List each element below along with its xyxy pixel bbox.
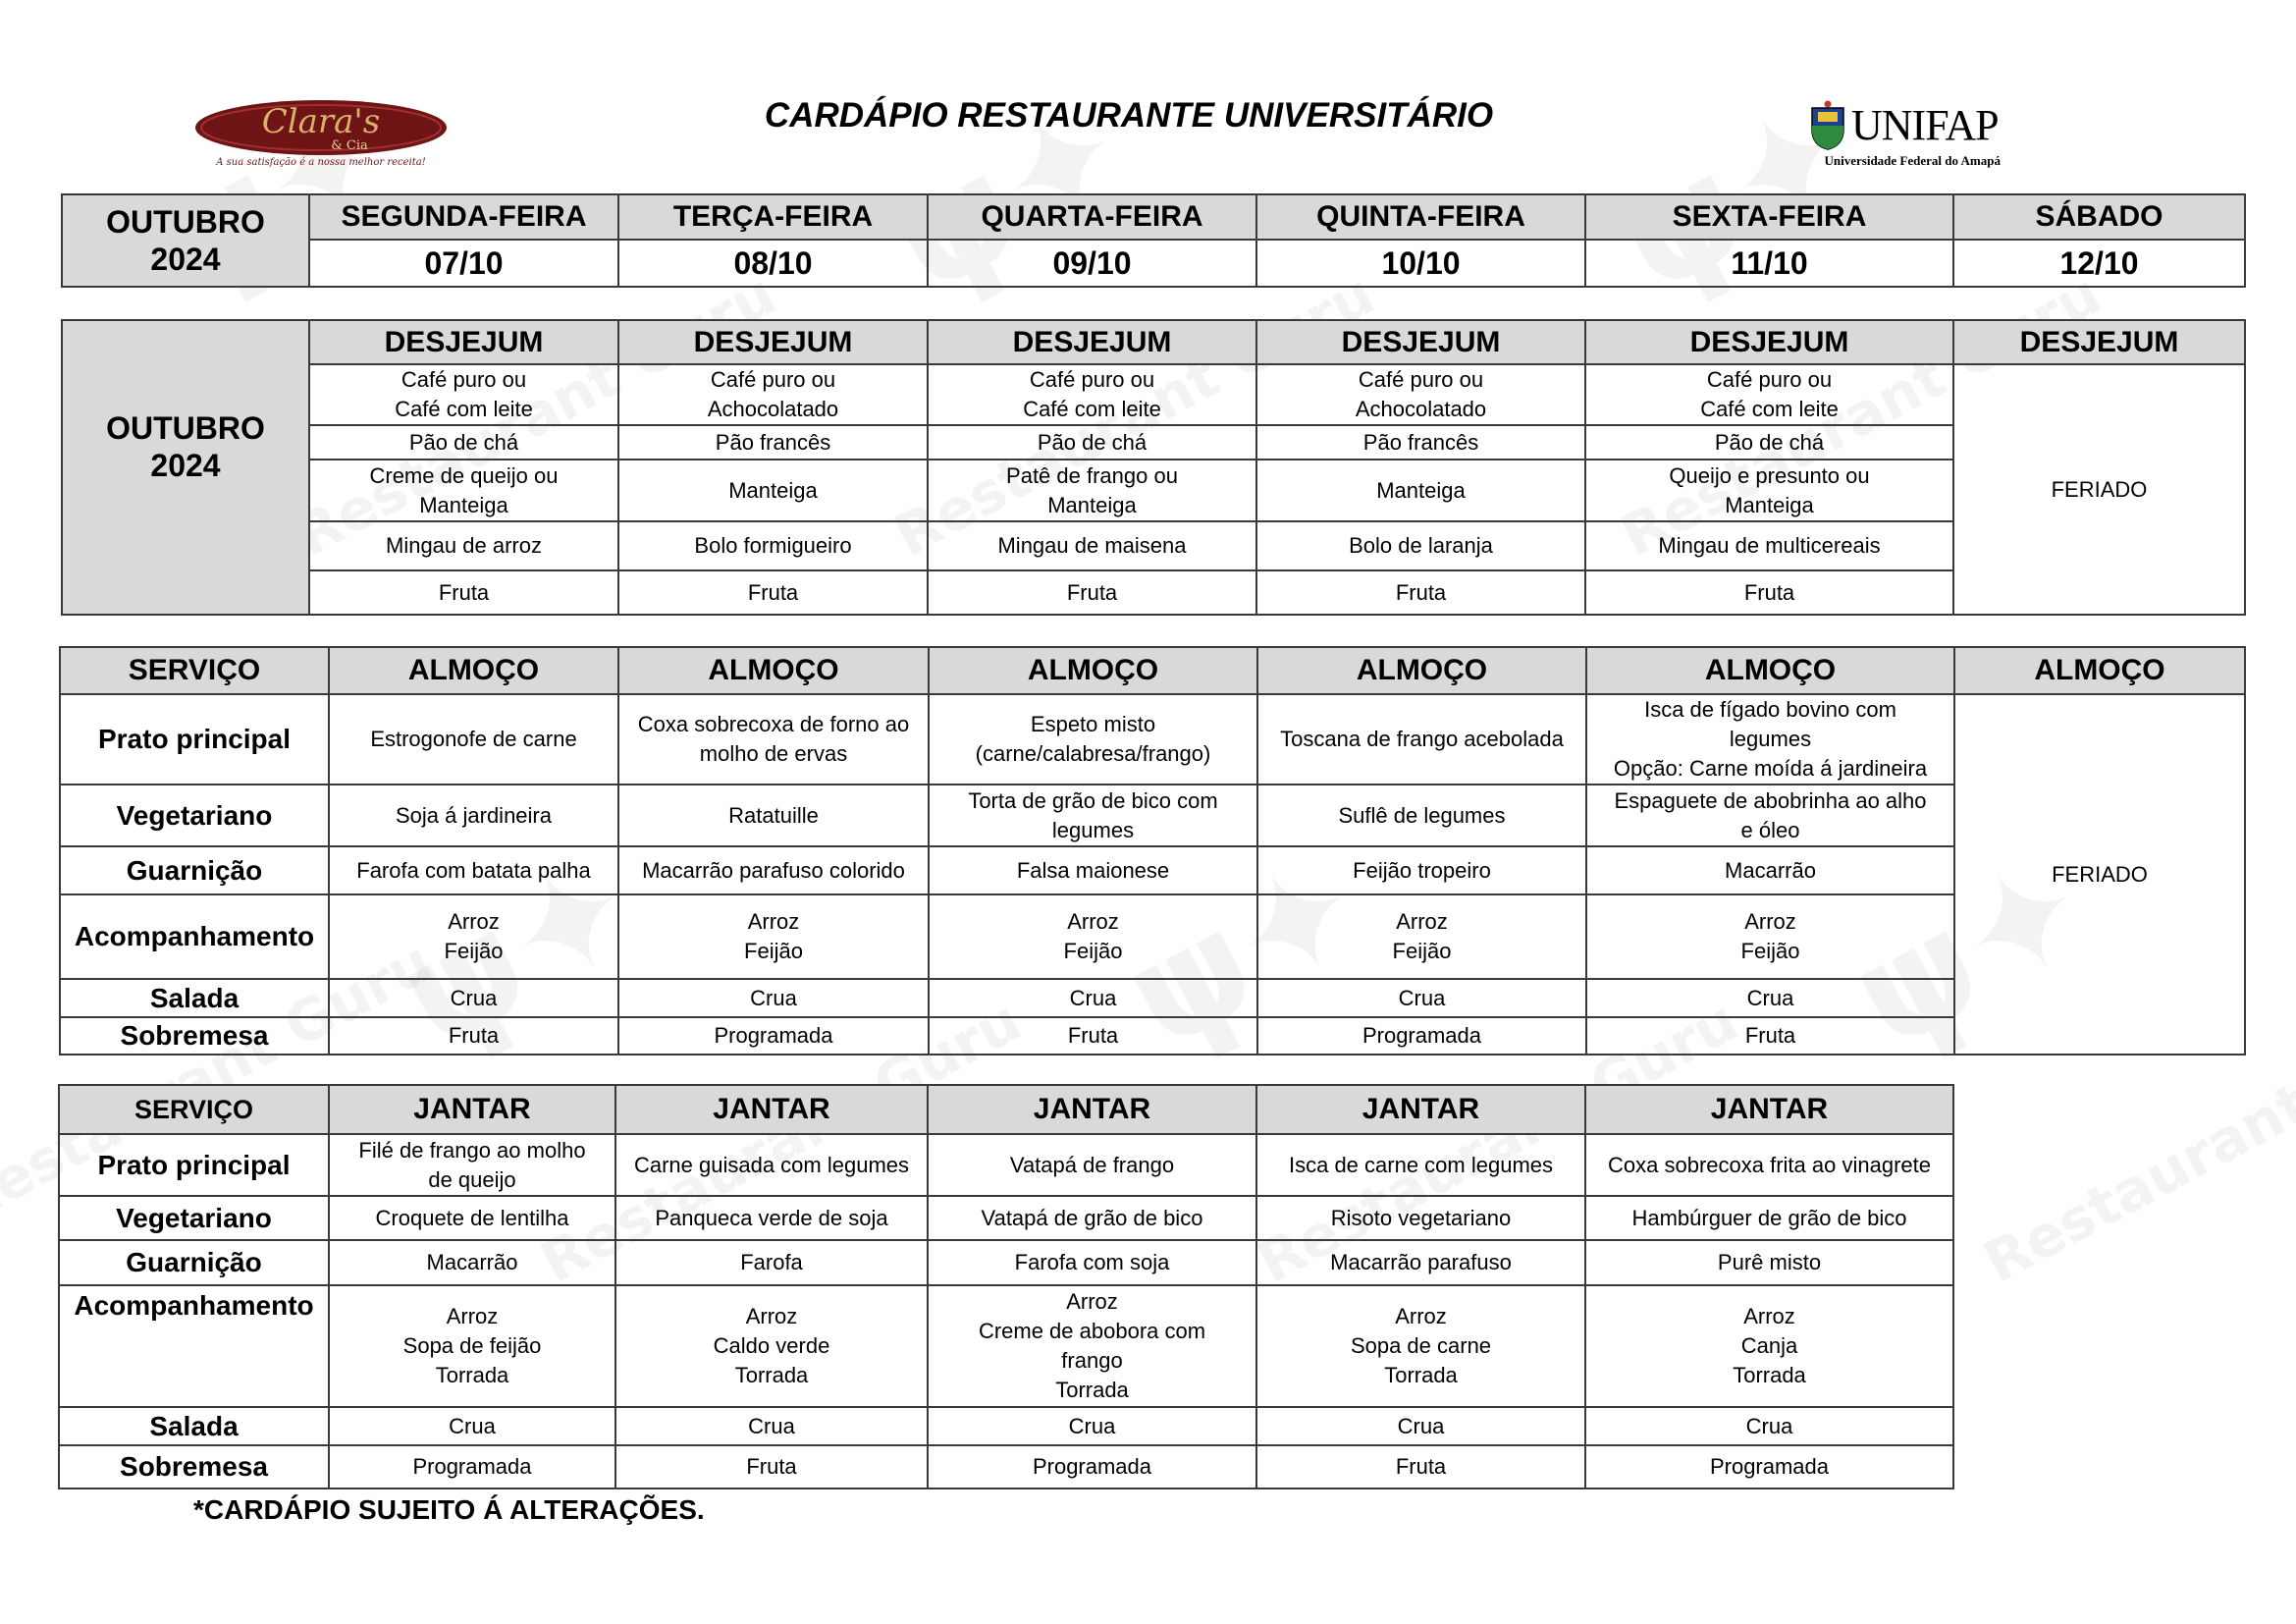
lunch-table (59, 646, 2246, 1056)
dinner-table (58, 1084, 1954, 1489)
breakfast-cell: Manteiga (618, 460, 928, 521)
lunch-cell: Fruta (1586, 1017, 1954, 1055)
lunch-cell: Estrogonofe de carne (329, 694, 618, 785)
breakfast-header: DESJEJUM (309, 320, 618, 364)
lunch-holiday-cell: FERIADO (1954, 694, 2245, 1055)
dinner-cell: Arroz Canja Torrada (1585, 1285, 1953, 1407)
lunch-cell: Feijão tropeiro (1257, 846, 1586, 894)
dinner-cell: Farofa (615, 1240, 928, 1285)
lunch-cell: Crua (1257, 979, 1586, 1017)
dinner-cell: Coxa sobrecoxa frita ao vinagrete (1585, 1134, 1953, 1196)
breakfast-cell: Mingau de arroz (309, 521, 618, 570)
claras-logo (192, 98, 450, 169)
dinner-cell: Vatapá de frango (928, 1134, 1256, 1196)
lunch-header: ALMOÇO (618, 647, 929, 694)
dinner-cell: Crua (1256, 1407, 1585, 1445)
dinner-cell: Isca de carne com legumes (1256, 1134, 1585, 1196)
breakfast-cell: Pão francês (618, 425, 928, 460)
breakfast-cell: Mingau de maisena (928, 521, 1256, 570)
dinner-header: JANTAR (1585, 1085, 1953, 1134)
breakfast-cell: Mingau de multicereais (1585, 521, 1953, 570)
breakfast-cell: Café puro ou Achocolatado (1256, 364, 1585, 425)
month-label: OUTUBRO 2024 (62, 194, 309, 287)
lunch-cell: Arroz Feijão (618, 894, 929, 979)
date-cell: 07/10 (309, 240, 618, 287)
lunch-cell: Torta de grão de bico com legumes (929, 785, 1257, 846)
breakfast-header: DESJEJUM (1953, 320, 2245, 364)
row-label: Sobremesa (59, 1445, 329, 1489)
dinner-cell: Vatapá de grão de bico (928, 1196, 1256, 1240)
service-header: SERVIÇO (59, 1085, 329, 1134)
dinner-cell: Crua (928, 1407, 1256, 1445)
dinner-cell: Programada (928, 1445, 1256, 1489)
dinner-header: JANTAR (329, 1085, 615, 1134)
breakfast-cell: Pão de chá (928, 425, 1256, 460)
date-cell: 09/10 (928, 240, 1256, 287)
dates-table (61, 193, 2246, 288)
lunch-cell: Arroz Feijão (329, 894, 618, 979)
dinner-cell: Crua (329, 1407, 615, 1445)
dinner-cell: Arroz Creme de abobora com frango Torrada (928, 1285, 1256, 1407)
weekday-header: TERÇA-FEIRA (618, 194, 928, 240)
lunch-cell: Espeto misto (carne/calabresa/frango) (929, 694, 1257, 785)
lunch-cell: Isca de fígado bovino com legumes Opção: Carne moída á jardineira (1586, 694, 1954, 785)
dinner-cell: Farofa com soja (928, 1240, 1256, 1285)
lunch-cell: Crua (618, 979, 929, 1017)
dinner-cell: Purê misto (1585, 1240, 1953, 1285)
lunch-cell: Macarrão parafuso colorido (618, 846, 929, 894)
dinner-cell: Crua (1585, 1407, 1953, 1445)
breakfast-cell: Café puro ou Café com leite (928, 364, 1256, 425)
lunch-cell: Arroz Feijão (1586, 894, 1954, 979)
breakfast-header: DESJEJUM (1585, 320, 1953, 364)
breakfast-cell: Manteiga (1256, 460, 1585, 521)
lunch-cell: Soja á jardineira (329, 785, 618, 846)
unifap-logo (1808, 100, 2001, 171)
dinner-cell: Fruta (1256, 1445, 1585, 1489)
service-header: SERVIÇO (60, 647, 329, 694)
weekday-header: SEXTA-FEIRA (1585, 194, 1953, 240)
lunch-cell: Arroz Feijão (1257, 894, 1586, 979)
footnote: *CARDÁPIO SUJEITO Á ALTERAÇÕES. (193, 1494, 705, 1525)
unifap-logo-text: UNIFAP (1851, 101, 1999, 149)
breakfast-cell: Bolo de laranja (1256, 521, 1585, 570)
dinner-cell: Programada (329, 1445, 615, 1489)
date-cell: 08/10 (618, 240, 928, 287)
row-label: Acompanhamento (59, 1285, 329, 1407)
dinner-cell: Carne guisada com legumes (615, 1134, 928, 1196)
lunch-header: ALMOÇO (1257, 647, 1586, 694)
lunch-header: ALMOÇO (929, 647, 1257, 694)
row-label: Sobremesa (60, 1017, 329, 1055)
breakfast-cell: Pão de chá (309, 425, 618, 460)
breakfast-cell: Creme de queijo ou Manteiga (309, 460, 618, 521)
row-label: Acompanhamento (60, 894, 329, 979)
unifap-crest-icon (1808, 100, 1847, 151)
dinner-cell: Fruta (615, 1445, 928, 1489)
lunch-cell: Farofa com batata palha (329, 846, 618, 894)
weekday-header: QUARTA-FEIRA (928, 194, 1256, 240)
breakfast-cell: Fruta (309, 570, 618, 615)
breakfast-header: DESJEJUM (928, 320, 1256, 364)
lunch-cell: Macarrão (1586, 846, 1954, 894)
lunch-header: ALMOÇO (1586, 647, 1954, 694)
weekday-header: SEGUNDA-FEIRA (309, 194, 618, 240)
dinner-cell: Risoto vegetariano (1256, 1196, 1585, 1240)
lunch-cell: Espaguete de abobrinha ao alho e óleo (1586, 785, 1954, 846)
lunch-cell: Toscana de frango acebolada (1257, 694, 1586, 785)
lunch-cell: Programada (1257, 1017, 1586, 1055)
dinner-cell: Hambúrguer de grão de bico (1585, 1196, 1953, 1240)
breakfast-table (61, 319, 2246, 616)
row-label: Salada (59, 1407, 329, 1445)
breakfast-cell: Pão francês (1256, 425, 1585, 460)
date-cell: 12/10 (1953, 240, 2245, 287)
breakfast-cell: Fruta (928, 570, 1256, 615)
lunch-cell: Falsa maionese (929, 846, 1257, 894)
breakfast-cell: Bolo formigueiro (618, 521, 928, 570)
breakfast-cell: Café puro ou Café com leite (1585, 364, 1953, 425)
weekday-header: QUINTA-FEIRA (1256, 194, 1585, 240)
breakfast-cell: Fruta (1585, 570, 1953, 615)
row-label: Prato principal (60, 694, 329, 785)
breakfast-cell: Fruta (618, 570, 928, 615)
row-label: Vegetariano (59, 1196, 329, 1240)
lunch-cell: Fruta (329, 1017, 618, 1055)
dinner-cell: Filé de frango ao molho de queijo (329, 1134, 615, 1196)
dinner-cell: Arroz Sopa de feijão Torrada (329, 1285, 615, 1407)
unifap-logo-subtitle: Universidade Federal do Amapá (1824, 153, 2001, 168)
month-label: OUTUBRO 2024 (62, 320, 309, 615)
breakfast-cell: Fruta (1256, 570, 1585, 615)
page-title: CARDÁPIO RESTAURANTE UNIVERSITÁRIO (764, 96, 1494, 135)
breakfast-header: DESJEJUM (1256, 320, 1585, 364)
lunch-cell: Programada (618, 1017, 929, 1055)
lunch-cell: Arroz Feijão (929, 894, 1257, 979)
lunch-cell: Coxa sobrecoxa de forno ao molho de ervas (618, 694, 929, 785)
breakfast-cell: Café puro ou Café com leite (309, 364, 618, 425)
svg-text:Clara's: Clara's (261, 102, 381, 141)
dinner-header: JANTAR (928, 1085, 1256, 1134)
lunch-cell: Ratatuille (618, 785, 929, 846)
breakfast-cell: Pão de chá (1585, 425, 1953, 460)
dinner-cell: Macarrão (329, 1240, 615, 1285)
breakfast-header: DESJEJUM (618, 320, 928, 364)
dinner-cell: Arroz Caldo verde Torrada (615, 1285, 928, 1407)
row-label: Vegetariano (60, 785, 329, 846)
claras-logo-icon (192, 98, 450, 169)
lunch-cell: Suflê de legumes (1257, 785, 1586, 846)
dinner-cell: Crua (615, 1407, 928, 1445)
lunch-header: ALMOÇO (329, 647, 618, 694)
breakfast-cell: Queijo e presunto ou Manteiga (1585, 460, 1953, 521)
dinner-header: JANTAR (615, 1085, 928, 1134)
date-cell: 10/10 (1256, 240, 1585, 287)
breakfast-cell: Patê de frango ou Manteiga (928, 460, 1256, 521)
lunch-cell: Crua (329, 979, 618, 1017)
svg-text:A sua satisfação é a nossa mel: A sua satisfação é a nossa melhor receita! (216, 157, 426, 168)
lunch-cell: Crua (1586, 979, 1954, 1017)
row-label: Salada (60, 979, 329, 1017)
lunch-cell: Crua (929, 979, 1257, 1017)
dinner-cell: Arroz Sopa de carne Torrada (1256, 1285, 1585, 1407)
dinner-cell: Programada (1585, 1445, 1953, 1489)
row-label: Guarnição (60, 846, 329, 894)
lunch-header: ALMOÇO (1954, 647, 2245, 694)
date-cell: 11/10 (1585, 240, 1953, 287)
dinner-header: JANTAR (1256, 1085, 1585, 1134)
dinner-cell: Croquete de lentilha (329, 1196, 615, 1240)
breakfast-cell: Café puro ou Achocolatado (618, 364, 928, 425)
dinner-cell: Panqueca verde de soja (615, 1196, 928, 1240)
row-label: Prato principal (59, 1134, 329, 1196)
breakfast-holiday-cell: FERIADO (1953, 364, 2245, 615)
lunch-cell: Fruta (929, 1017, 1257, 1055)
svg-text:& Cia: & Cia (331, 138, 368, 153)
weekday-header: SÁBADO (1953, 194, 2245, 240)
dinner-cell: Macarrão parafuso (1256, 1240, 1585, 1285)
row-label: Guarnição (59, 1240, 329, 1285)
